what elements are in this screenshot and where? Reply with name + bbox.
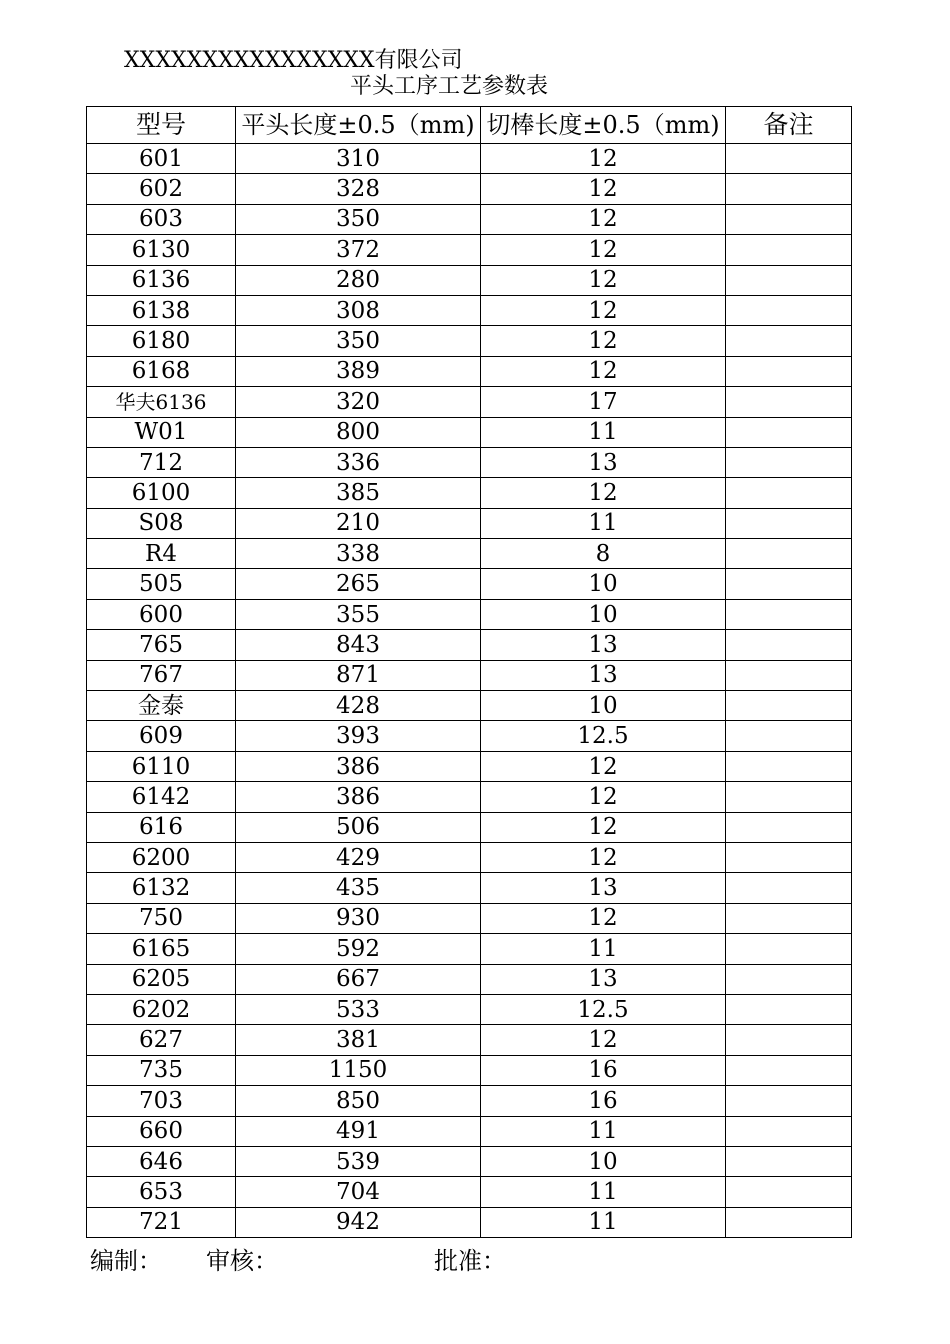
table-row bbox=[87, 1146, 852, 1176]
cell-cut-length: 11 bbox=[481, 1177, 726, 1207]
table-row bbox=[87, 144, 852, 174]
cell-cut-length: 12 bbox=[481, 265, 726, 295]
cell-remark bbox=[726, 1116, 852, 1146]
cell-model: 627 bbox=[87, 1025, 236, 1055]
cell-cut-length: 12 bbox=[481, 478, 726, 508]
table-row bbox=[87, 994, 852, 1024]
cell-remark bbox=[726, 204, 852, 234]
cell-cut-length: 12 bbox=[481, 144, 726, 174]
table-row bbox=[87, 964, 852, 994]
cell-flat-length: 429 bbox=[236, 842, 481, 872]
cell-flat-length: 386 bbox=[236, 782, 481, 812]
table-row bbox=[87, 660, 852, 690]
cell-remark bbox=[726, 144, 852, 174]
table-row bbox=[87, 447, 852, 477]
cell-model: 735 bbox=[87, 1055, 236, 1085]
table-header-row bbox=[87, 107, 852, 144]
cell-model: 767 bbox=[87, 660, 236, 690]
cell-flat-length: 533 bbox=[236, 994, 481, 1024]
table-row bbox=[87, 265, 852, 295]
cell-flat-length: 310 bbox=[236, 144, 481, 174]
cell-remark bbox=[726, 235, 852, 265]
table-row bbox=[87, 539, 852, 569]
cell-cut-length: 13 bbox=[481, 964, 726, 994]
column-header-model: 型号 bbox=[87, 107, 236, 144]
cell-remark bbox=[726, 994, 852, 1024]
cell-model: 703 bbox=[87, 1086, 236, 1116]
cell-model: 6202 bbox=[87, 994, 236, 1024]
cell-cut-length: 12 bbox=[481, 842, 726, 872]
cell-cut-length: 12 bbox=[481, 356, 726, 386]
cell-flat-length: 592 bbox=[236, 934, 481, 964]
cell-flat-length: 843 bbox=[236, 630, 481, 660]
cell-remark bbox=[726, 842, 852, 872]
table-row bbox=[87, 326, 852, 356]
cell-model: 6168 bbox=[87, 356, 236, 386]
cell-flat-length: 265 bbox=[236, 569, 481, 599]
cell-remark bbox=[726, 660, 852, 690]
cell-cut-length: 12.5 bbox=[481, 994, 726, 1024]
cell-model: 505 bbox=[87, 569, 236, 599]
cell-model: 6130 bbox=[87, 235, 236, 265]
cell-model: 602 bbox=[87, 174, 236, 204]
cell-remark bbox=[726, 1025, 852, 1055]
cell-flat-length: 308 bbox=[236, 295, 481, 325]
cell-cut-length: 12 bbox=[481, 295, 726, 325]
cell-cut-length: 11 bbox=[481, 934, 726, 964]
cell-cut-length: 8 bbox=[481, 539, 726, 569]
cell-model: 华夫6136 bbox=[87, 387, 236, 417]
cell-remark bbox=[726, 174, 852, 204]
cell-cut-length: 12 bbox=[481, 812, 726, 842]
cell-cut-length: 11 bbox=[481, 1207, 726, 1237]
table-row bbox=[87, 873, 852, 903]
column-header-flat-length: 平头长度±0.5（mm) bbox=[236, 107, 481, 144]
table-body bbox=[87, 144, 852, 1238]
cell-flat-length: 930 bbox=[236, 903, 481, 933]
cell-flat-length: 393 bbox=[236, 721, 481, 751]
cell-flat-length: 320 bbox=[236, 387, 481, 417]
process-parameter-table bbox=[86, 106, 852, 1238]
cell-cut-length: 10 bbox=[481, 569, 726, 599]
document-title: 平头工序工艺参数表 bbox=[350, 74, 549, 99]
cell-flat-length: 386 bbox=[236, 751, 481, 781]
column-header-cut-length: 切棒长度±0.5（mm) bbox=[481, 107, 726, 144]
cell-remark bbox=[726, 569, 852, 599]
cell-remark bbox=[726, 964, 852, 994]
table-row bbox=[87, 417, 852, 447]
cell-model: 616 bbox=[87, 812, 236, 842]
table-row bbox=[87, 356, 852, 386]
cell-cut-length: 11 bbox=[481, 417, 726, 447]
cell-model: 603 bbox=[87, 204, 236, 234]
cell-cut-length: 12 bbox=[481, 782, 726, 812]
cell-flat-length: 539 bbox=[236, 1146, 481, 1176]
compiled-by-label: 编制： bbox=[90, 1247, 162, 1275]
cell-flat-length: 350 bbox=[236, 204, 481, 234]
table-row bbox=[87, 569, 852, 599]
cell-cut-length: 12.5 bbox=[481, 721, 726, 751]
cell-flat-length: 338 bbox=[236, 539, 481, 569]
table-row bbox=[87, 387, 852, 417]
table-row bbox=[87, 812, 852, 842]
cell-flat-length: 871 bbox=[236, 660, 481, 690]
cell-flat-length: 506 bbox=[236, 812, 481, 842]
cell-cut-length: 11 bbox=[481, 508, 726, 538]
cell-cut-length: 13 bbox=[481, 447, 726, 477]
cell-model: 712 bbox=[87, 447, 236, 477]
cell-flat-length: 704 bbox=[236, 1177, 481, 1207]
cell-cut-length: 13 bbox=[481, 660, 726, 690]
company-name: XXXXXXXXXXXXXXXX有限公司 bbox=[124, 48, 463, 73]
column-header-remark: 备注 bbox=[726, 107, 852, 144]
cell-remark bbox=[726, 599, 852, 629]
table-row bbox=[87, 204, 852, 234]
cell-flat-length: 210 bbox=[236, 508, 481, 538]
cell-model: 金泰 bbox=[87, 691, 236, 721]
table-row bbox=[87, 751, 852, 781]
cell-cut-length: 10 bbox=[481, 691, 726, 721]
cell-model: 6142 bbox=[87, 782, 236, 812]
cell-flat-length: 850 bbox=[236, 1086, 481, 1116]
cell-remark bbox=[726, 326, 852, 356]
cell-model: 6180 bbox=[87, 326, 236, 356]
cell-cut-length: 11 bbox=[481, 1116, 726, 1146]
cell-remark bbox=[726, 356, 852, 386]
table-row bbox=[87, 630, 852, 660]
cell-flat-length: 328 bbox=[236, 174, 481, 204]
cell-remark bbox=[726, 295, 852, 325]
cell-flat-length: 435 bbox=[236, 873, 481, 903]
cell-model: 653 bbox=[87, 1177, 236, 1207]
cell-model: 609 bbox=[87, 721, 236, 751]
cell-remark bbox=[726, 751, 852, 781]
cell-flat-length: 280 bbox=[236, 265, 481, 295]
cell-model: 646 bbox=[87, 1146, 236, 1176]
cell-flat-length: 372 bbox=[236, 235, 481, 265]
cell-cut-length: 12 bbox=[481, 1025, 726, 1055]
cell-model: 765 bbox=[87, 630, 236, 660]
cell-flat-length: 381 bbox=[236, 1025, 481, 1055]
cell-remark bbox=[726, 782, 852, 812]
cell-model: W01 bbox=[87, 417, 236, 447]
cell-remark bbox=[726, 903, 852, 933]
table-row bbox=[87, 1055, 852, 1085]
cell-cut-length: 13 bbox=[481, 630, 726, 660]
cell-model: R4 bbox=[87, 539, 236, 569]
cell-cut-length: 10 bbox=[481, 599, 726, 629]
table-row bbox=[87, 1177, 852, 1207]
cell-flat-length: 491 bbox=[236, 1116, 481, 1146]
cell-remark bbox=[726, 447, 852, 477]
cell-model: 6205 bbox=[87, 964, 236, 994]
cell-flat-length: 667 bbox=[236, 964, 481, 994]
cell-flat-length: 355 bbox=[236, 599, 481, 629]
cell-cut-length: 17 bbox=[481, 387, 726, 417]
cell-remark bbox=[726, 1177, 852, 1207]
table-row bbox=[87, 721, 852, 751]
cell-cut-length: 12 bbox=[481, 204, 726, 234]
cell-model: 6200 bbox=[87, 842, 236, 872]
cell-flat-length: 336 bbox=[236, 447, 481, 477]
cell-flat-length: 800 bbox=[236, 417, 481, 447]
table-row bbox=[87, 1116, 852, 1146]
cell-cut-length: 12 bbox=[481, 326, 726, 356]
cell-model: 6100 bbox=[87, 478, 236, 508]
cell-remark bbox=[726, 387, 852, 417]
cell-cut-length: 12 bbox=[481, 235, 726, 265]
cell-model: 6136 bbox=[87, 265, 236, 295]
cell-model: 600 bbox=[87, 599, 236, 629]
cell-remark bbox=[726, 934, 852, 964]
cell-flat-length: 428 bbox=[236, 691, 481, 721]
cell-remark bbox=[726, 1207, 852, 1237]
table-row bbox=[87, 782, 852, 812]
cell-model: 750 bbox=[87, 903, 236, 933]
cell-flat-length: 389 bbox=[236, 356, 481, 386]
cell-model: 721 bbox=[87, 1207, 236, 1237]
cell-remark bbox=[726, 508, 852, 538]
cell-cut-length: 12 bbox=[481, 174, 726, 204]
table-row bbox=[87, 174, 852, 204]
cell-remark bbox=[726, 265, 852, 295]
cell-cut-length: 12 bbox=[481, 751, 726, 781]
cell-flat-length: 385 bbox=[236, 478, 481, 508]
cell-remark bbox=[726, 691, 852, 721]
table-row bbox=[87, 934, 852, 964]
cell-remark bbox=[726, 417, 852, 447]
table-row bbox=[87, 1207, 852, 1237]
cell-cut-length: 12 bbox=[481, 903, 726, 933]
table-row bbox=[87, 1086, 852, 1116]
cell-flat-length: 1150 bbox=[236, 1055, 481, 1085]
cell-model: 601 bbox=[87, 144, 236, 174]
cell-model: 660 bbox=[87, 1116, 236, 1146]
table-row bbox=[87, 691, 852, 721]
cell-remark bbox=[726, 812, 852, 842]
cell-remark bbox=[726, 478, 852, 508]
cell-remark bbox=[726, 721, 852, 751]
table-row bbox=[87, 478, 852, 508]
cell-cut-length: 16 bbox=[481, 1086, 726, 1116]
table-row bbox=[87, 235, 852, 265]
table-row bbox=[87, 903, 852, 933]
cell-remark bbox=[726, 1086, 852, 1116]
cell-model: 6110 bbox=[87, 751, 236, 781]
cell-remark bbox=[726, 1055, 852, 1085]
cell-remark bbox=[726, 539, 852, 569]
cell-model: 6132 bbox=[87, 873, 236, 903]
table-row bbox=[87, 1025, 852, 1055]
cell-model: 6165 bbox=[87, 934, 236, 964]
table-row bbox=[87, 599, 852, 629]
cell-cut-length: 13 bbox=[481, 873, 726, 903]
cell-remark bbox=[726, 630, 852, 660]
cell-flat-length: 942 bbox=[236, 1207, 481, 1237]
approved-by-label: 批准： bbox=[434, 1247, 506, 1275]
cell-remark bbox=[726, 1146, 852, 1176]
cell-model: S08 bbox=[87, 508, 236, 538]
reviewed-by-label: 审核： bbox=[206, 1247, 278, 1275]
cell-cut-length: 10 bbox=[481, 1146, 726, 1176]
cell-flat-length: 350 bbox=[236, 326, 481, 356]
cell-remark bbox=[726, 873, 852, 903]
cell-cut-length: 16 bbox=[481, 1055, 726, 1085]
cell-model: 6138 bbox=[87, 295, 236, 325]
table-row bbox=[87, 508, 852, 538]
table-row bbox=[87, 295, 852, 325]
table-row bbox=[87, 842, 852, 872]
